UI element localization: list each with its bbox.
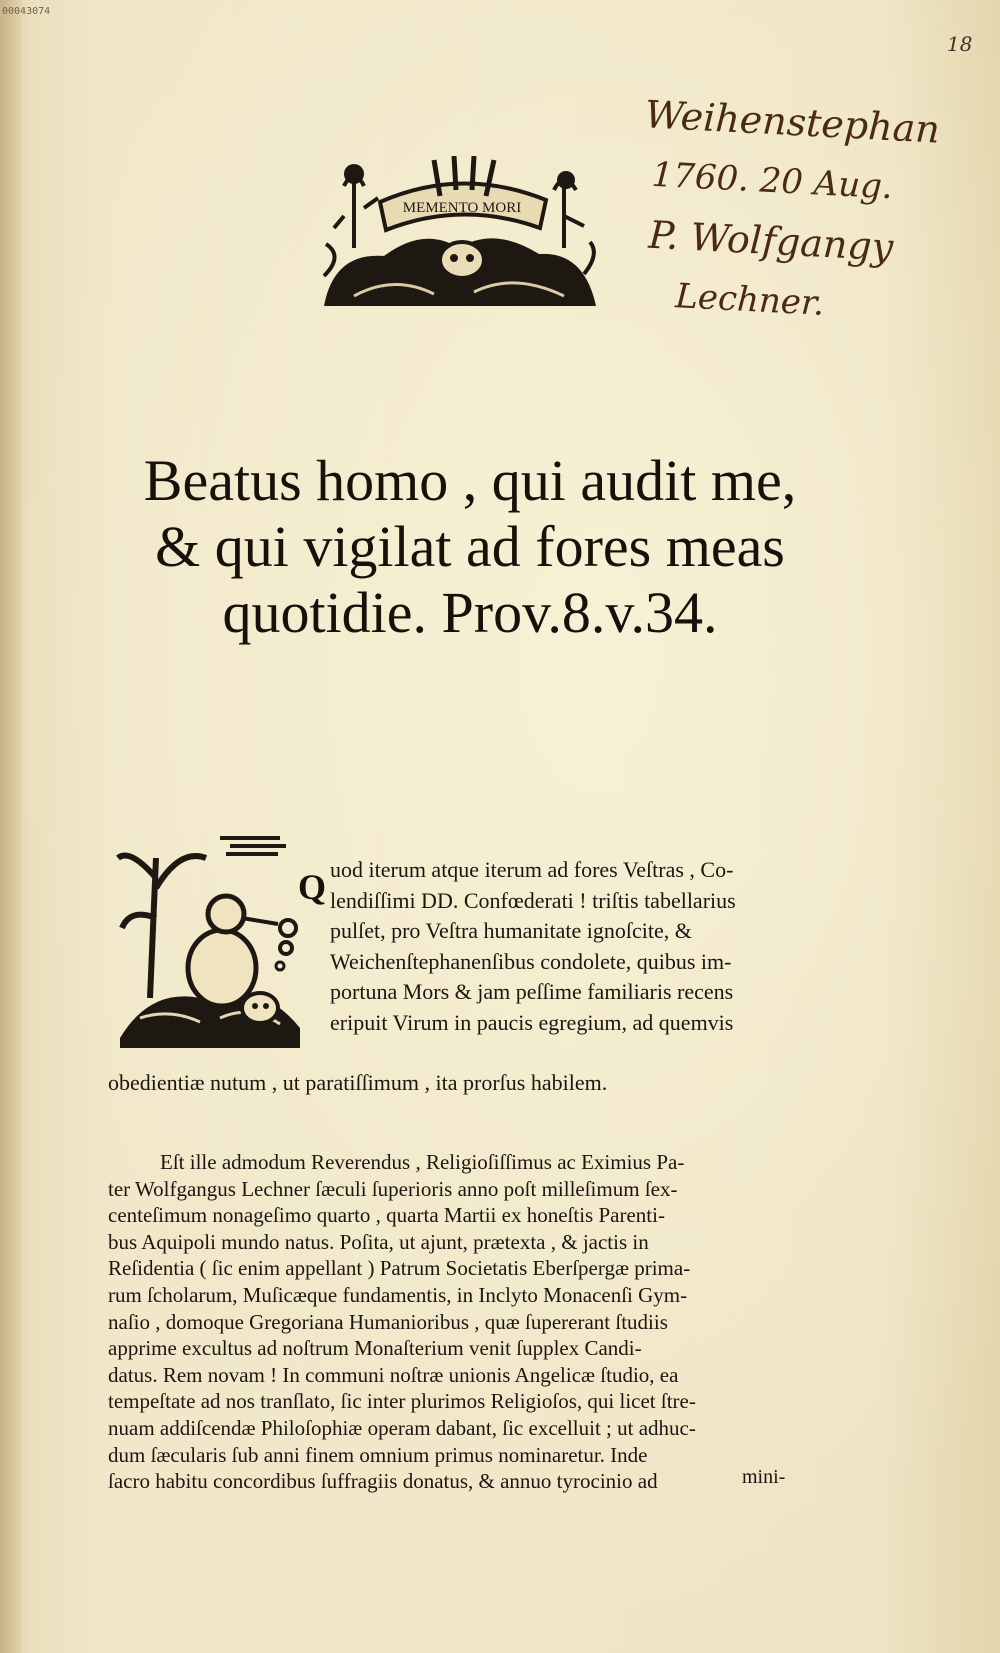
body-line: centeſimum nonageſimo quarto , quarta Martii ex honeſtis Parenti- — [108, 1203, 665, 1228]
intro-line: lendiſſimi DD. Confœderati ! triſtis tabellarius — [330, 887, 736, 913]
intro-last-line: obedientiæ nutum , ut paratiſſimum , ita prorſus habilem. — [108, 1070, 608, 1095]
intro-line: uod iterum atque iterum ad fores Veſtras , Co- — [330, 857, 734, 882]
intro-line: eripuit Virum in paucis egregium, ad quemvis — [330, 1009, 734, 1035]
bubble-child-woodcut — [110, 818, 310, 1058]
folio-number: 18 — [947, 32, 973, 56]
body-line: rum ſcholarum, Muſicæque fundamentis, in Inclyto Monacenſi Gym- — [108, 1282, 688, 1307]
biography-paragraph — [108, 1149, 838, 1495]
body-line: ter Wolfgangus Lechner ſæculi ſuperioris anno poſt milleſimum ſex- — [108, 1176, 678, 1201]
title-line: Beatus homo , qui audit me, — [143, 448, 797, 513]
banner-text: MEMENTO MORI — [402, 200, 522, 216]
handnote-line: P. Wolfgangy — [647, 212, 895, 270]
handnote-line: Lechner. — [674, 276, 826, 324]
handnote-line: Weihenstephan — [643, 92, 941, 152]
body-line: naſio , domoque Gregoriana Humanioribus , quæ ſupererant ſtudiis — [108, 1309, 668, 1334]
catchword: mini- — [742, 1466, 786, 1488]
binding-gutter — [0, 0, 22, 1653]
intro-line: pulſet, pro Veſtra humanitate ignoſcite, & — [330, 918, 692, 943]
archive-id: 00043074 — [2, 6, 51, 17]
memento-mori-woodcut — [314, 156, 604, 312]
handnote-line: 1760. 20 Aug. — [650, 154, 894, 208]
handwritten-note — [634, 84, 946, 339]
body-line: ſacro habitu concordibus ſuffragiis donatus, & annuo tyrocinio ad — [108, 1469, 658, 1494]
body-line: apprime excultus ad noſtrum Monaſterium venit ſupplex Candi- — [108, 1336, 642, 1361]
intro-paragraph — [330, 855, 830, 1038]
intro-line: portuna Mors & jam peſſime familiaris recens — [330, 979, 734, 1004]
title-line: quotidie. Prov.8.v.34. — [222, 580, 718, 645]
scripture-title — [100, 448, 840, 646]
body-line: Reſidentia ( ſic enim appellant ) Patrum Societatis Eberſpergæ prima- — [108, 1256, 691, 1281]
body-line: datus. Rem novam ! In communi noſtræ unionis Angelicæ ſtudio, ea — [108, 1362, 679, 1387]
body-line: nuam addiſcendæ Philoſophiæ operam dabant, ſic excelluit ; ut adhuc- — [108, 1415, 696, 1440]
body-line: Eſt ille admodum Reverendus , Religioſiſſimus ac Eximius Pa- — [160, 1150, 685, 1174]
drop-cap-initial: Q — [298, 867, 327, 907]
body-line: bus Aquipoli mundo natus. Poſita, ut ajunt, prætexta , & jactis in — [108, 1229, 649, 1254]
body-line: tempeſtate ad nos tranſlato, ſic inter plurimos Religioſos, qui licet ſtre- — [108, 1389, 696, 1414]
intro-line: Weichenſtephanenſibus condolete, quibus im- — [330, 948, 732, 974]
title-line: & qui vigilat ad fores meas — [155, 514, 785, 579]
body-line: dum ſæcularis ſub anni finem omnium primus nominaretur. Inde — [108, 1442, 648, 1467]
